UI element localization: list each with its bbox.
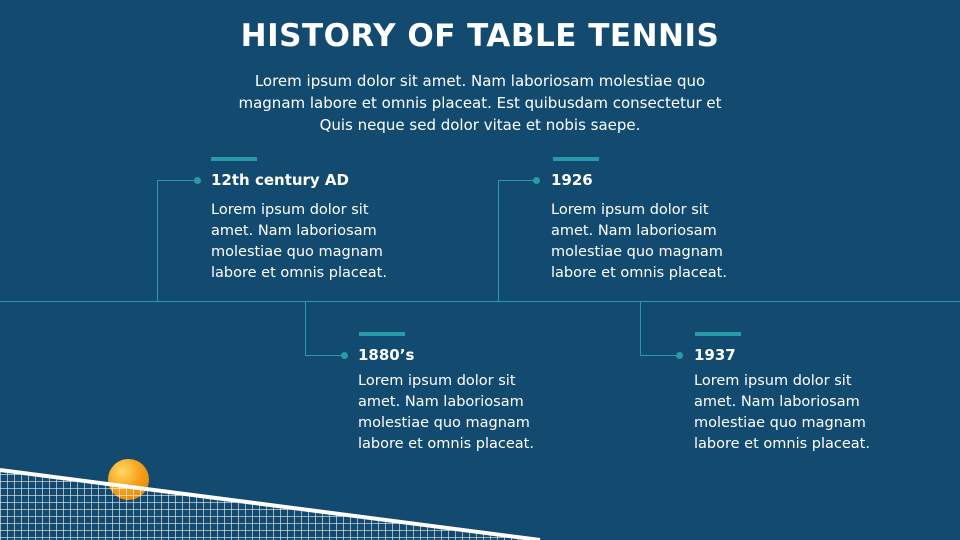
timeline-connector-horizontal <box>157 180 199 181</box>
event-accent-bar <box>553 157 599 161</box>
event-heading-1926: 1926 <box>551 171 593 189</box>
timeline-connector-vertical <box>498 180 499 301</box>
timeline-marker-dot <box>341 352 348 359</box>
timeline-connector-horizontal <box>640 355 680 356</box>
event-heading-1880s: 1880’s <box>358 346 415 364</box>
event-body-1880s: Lorem ipsum dolor sit amet. Nam laboriosam molestiae quo magnam labore et omnis placeat. <box>358 373 534 452</box>
event-accent-bar <box>695 332 741 336</box>
event-accent-bar <box>359 332 405 336</box>
timeline-marker-dot <box>676 352 683 359</box>
event-body-1937: Lorem ipsum dolor sit amet. Nam laboriosam molestiae quo magnam labore et omnis placeat. <box>694 373 870 452</box>
timeline-marker-dot <box>533 177 540 184</box>
timeline-connector-horizontal <box>498 180 536 181</box>
timeline-connector-vertical <box>157 180 158 301</box>
event-heading-1937: 1937 <box>694 346 736 364</box>
table-tennis-net-icon <box>0 460 560 540</box>
event-heading-12th-century: 12th century AD <box>211 171 349 189</box>
timeline-axis <box>0 301 960 302</box>
event-body-1926: Lorem ipsum dolor sit amet. Nam laboriosam molestiae quo magnam labore et omnis placeat. <box>551 202 727 281</box>
event-accent-bar <box>211 157 257 161</box>
event-body-12th-century: Lorem ipsum dolor sit amet. Nam laboriosam molestiae quo magnam labore et omnis placeat. <box>211 202 387 281</box>
timeline-connector-horizontal <box>305 355 345 356</box>
timeline-connector-vertical <box>640 302 641 355</box>
timeline-connector-vertical <box>305 302 306 355</box>
page-title: HISTORY OF TABLE TENNIS <box>240 18 720 54</box>
page-subtitle: Lorem ipsum dolor sit amet. Nam laboriosam molestiae quo magnam labore et omnis placeat. Est quibusdam consectetur et Quis neque sed dolor vitae et nobis saepe. <box>238 72 722 134</box>
timeline-marker-dot <box>194 177 201 184</box>
